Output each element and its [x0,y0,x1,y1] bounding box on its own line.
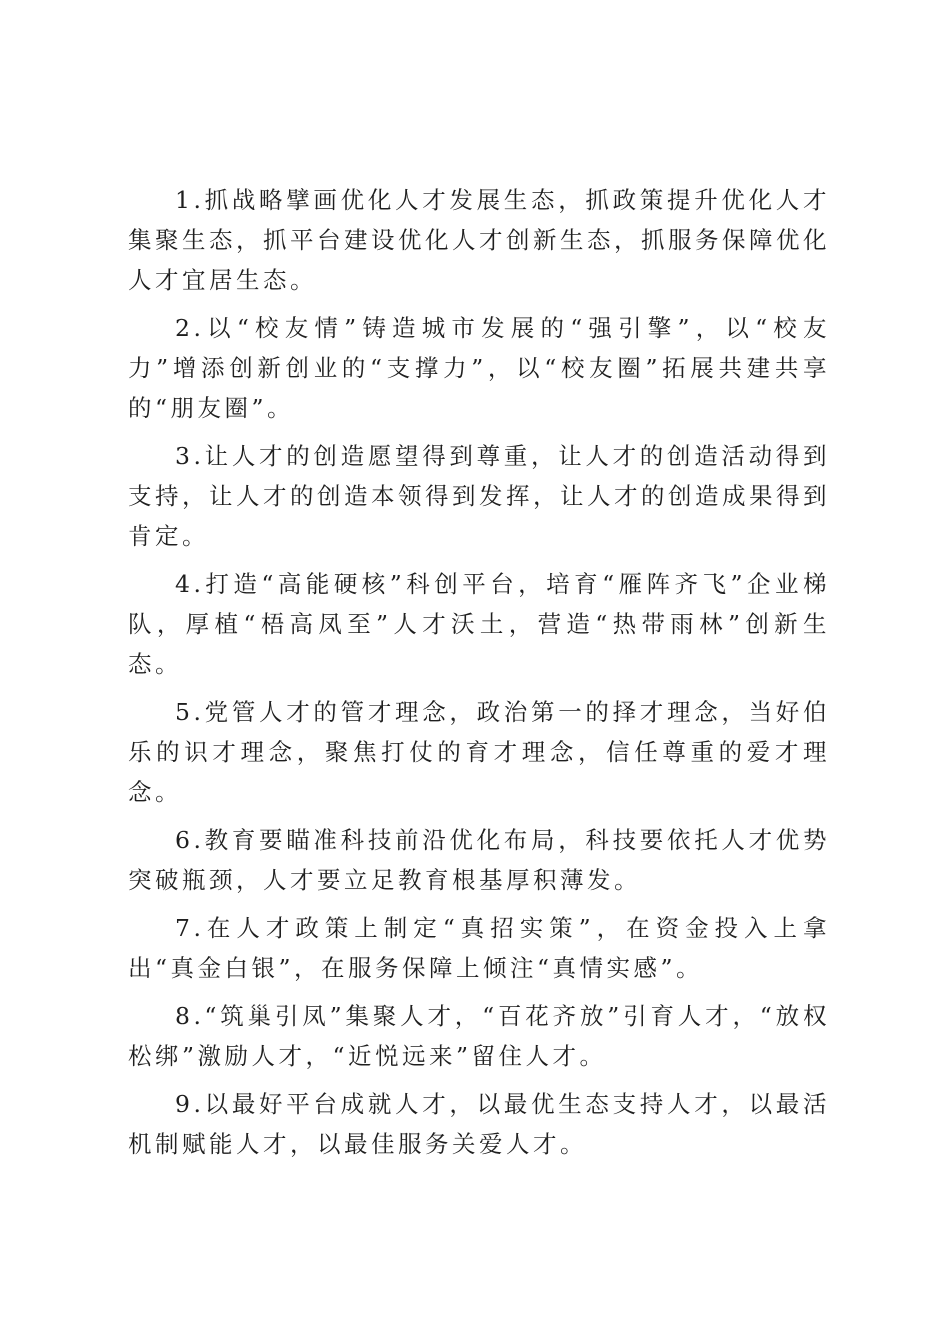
paragraph-5: 5.党管人才的管才理念，政治第一的择才理念，当好伯乐的识才理念，聚焦打仗的育才理念，信任尊重的爱才理念。 [128,698,830,806]
paragraph-2: 2.以“校友情”铸造城市发展的“强引擎”，以“校友力”增添创新创业的“支撑力”，以“校友圈”拓展共建共享的“朋友圈”。 [128,314,830,422]
paragraph-6: 6.教育要瞄准科技前沿优化布局，科技要依托人才优势突破瓶颈，人才要立足教育根基厚积薄发。 [128,826,830,894]
document-body [128,180,830,1172]
paragraph-8: 8.“筑巢引凤”集聚人才，“百花齐放”引育人才，“放权松绑”激励人才，“近悦远来”留住人才。 [128,1002,830,1070]
paragraph-3: 3.让人才的创造愿望得到尊重，让人才的创造活动得到支持，让人才的创造本领得到发挥，让人才的创造成果得到肯定。 [128,442,830,550]
paragraph-7: 7.在人才政策上制定“真招实策”，在资金投入上拿出“真金白银”，在服务保障上倾注“真情实感”。 [128,914,830,982]
paragraph-9: 9.以最好平台成就人才，以最优生态支持人才，以最活机制赋能人才，以最佳服务关爱人才。 [128,1090,830,1158]
paragraph-4: 4.打造“高能硬核”科创平台，培育“雁阵齐飞”企业梯队，厚植“梧高凤至”人才沃土，营造“热带雨林”创新生态。 [128,570,830,678]
paragraph-1: 1.抓战略擘画优化人才发展生态，抓政策提升优化人才集聚生态，抓平台建设优化人才创新生态，抓服务保障优化人才宜居生态。 [128,186,830,294]
